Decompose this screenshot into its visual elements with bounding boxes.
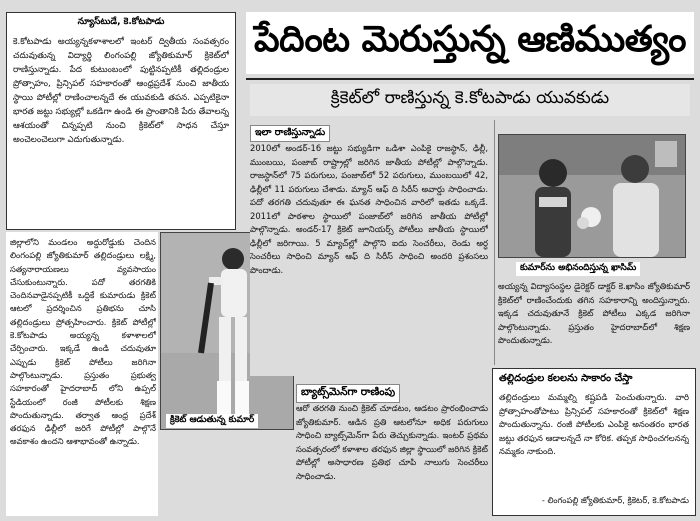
left-column [6, 232, 158, 516]
felicitation-photo [498, 134, 686, 258]
quote-header: తల్లిదండ్రుల కలలను సాకారం చేస్తా [499, 373, 633, 384]
intro-text: కె.కోటపాడు అయ్యన్నకళాశాలలో ఇంటర్ ద్వితీయ సంవత్సరం చదువుతున్న విద్యార్థి లింగంపల్లి జ్యోతికుమార్ క్రికెట్‌లో రాణిస్తున్నాడు. పేద కుటుంబంలో పుట్టినప్పటికీ తల్లిదండ్రుల ప్రోత్సాహం, ప్రిన్సిపల్ సహకారంతో ఆంధ్రప్రదేశ్ నుంచి జాతీయ స్థాయి పోటీల్లో రాణించాలన్నదే ఈ యువకుడి తపన. ఎప్పటికైనా భారత జట్టు సభ్యుల్లో ఒకడిగా ఉండి ఈ ప్రాంతానికి పేరు తేవాలన్న ఆశయంతో చిన్నప్పటి నుంచి క్రికెట్‌లో సాధన చేస్తూ అంచెలంచెలుగా ఎదుగుతున్నాడు. [13, 37, 229, 145]
quote-attribution: - లింగంపల్లి జ్యోతికుమార్, క్రికెటర్, కె.కోటపాడు [541, 495, 689, 505]
main-headline: పేదింట మెరుస్తున్న ఆణిముత్యం [246, 12, 694, 74]
dateline: న్యూస్‌టుడే, కె.కోటపాడు [77, 17, 165, 27]
middle-header-2: బ్యాట్స్‌మెన్‌గా రాణింపు [296, 384, 400, 403]
people-icon [499, 135, 685, 257]
quote-box [492, 368, 696, 516]
middle-column-text: 2010లో అండర్-16 జట్టు సభ్యుడిగా ఒడిశా ఎంపికై రాజస్థాన్, ఢిల్లీ, ముంబయి, పంజాబ్ రాష్ట్రాల్లో జరిగిన జాతీయ పోటీల్లో పాల్గొన్నాడు. రాజస్థాన్‌లో 75 పరుగులు, పంజాబ్‌లో 52 పరుగులు, ముంబయిలో 42, ఢిల్లీలో 11 పరుగులు చేశాడు. మ్యాన్ ఆఫ్ ది సిరీస్ అవార్డు సాధించాడు. పదో తరగతి చదువుతూ ఈ ఘనత సాధించిన వారిలో ఇతడు ఒక్కడే. 2011లో పాఠశాల స్థాయిలో పంజాబ్‌లో జరిగిన జాతీయ పోటీల్లో పాల్గొన్నాడు. అండర్-17 క్రికెట్ జూనియర్స్ పోటీలు జాతీయ స్థాయిలో ఢిల్లీలో జరిగాయి. 5 మ్యాచ్‌ల్లో పాల్గొని ఐదు సెంచరీలు, రెండు అర్ధ సెంచరీలు సాధించి మ్యాన్ ఆఫ్ ది సిరీస్ సాధించి అందరి ప్రశంసలు పొందాడు. [250, 142, 488, 376]
middle-column-text-2: ఆరో తరగతి నుంచి క్రికెట్ చూడటం, ఆడటం ప్రారంభించాడు జ్యోతికుమార్. ఆడిన ప్రతి ఆటలోనూ అధిక పరుగులు సాధించి బ్యాట్స్‌మెన్‌గా పేరు తెచ్చుకున్నాడు. ఇంటర్ ప్రథమ సంవత్సరంలో కళాశాల తరఫున జిల్లా స్థాయిలో జరిగిన క్రికెట్ పోటీల్లో అసాధారణ ప్రతిభ చూపి నాలుగు సెంచరీలు సాధించాడు. [296, 403, 488, 481]
batsman-caption: క్రికెట్ ఆడుతున్న కుమార్ [166, 414, 258, 428]
middle-header: ఇలా రాణిస్తున్నాడు [250, 125, 330, 142]
right-column-text: అయ్యన్న విద్యాసంస్థల డైరెక్టర్ డాక్టర్ కె.ఖాసిం జ్యోతికుమార్ క్రికెట్‌లో రాణించేందుకు తగిన సహకారాన్ని అందిస్తున్నారు. ఇక్కడ చదువుతూనే క్రికెట్ పోటీలు ఎక్కడ జరిగినా పాల్గొంటున్నాడు. ప్రస్తుతం హైదరాబాద్‌లో శిక్షణ పొందుతున్నాడు. [498, 281, 690, 345]
divider [494, 120, 495, 365]
quote-text: తల్లిదండ్రులు మమ్మల్ని కష్టపడి పెంచుతున్నారు. వారి ప్రోత్సాహంతోపాటు ప్రిన్సిపల్ సహకారంతో క్రికెట్‌లో శిక్షణ పొందుతున్నాను. రంజీ పోటీలకు ఎంపికై అనంతరం భారత జట్టు తరఫున ఆడాలన్నదే నా కోరిక. తప్పక సాధించగలనన్న నమ్మకం నాకుంది. [499, 392, 689, 456]
sub-headline: క్రికెట్‌లో రాణిస్తున్న కె.కోటపాడు యువకుడు [250, 84, 690, 116]
left-column-text: జిల్లాలోని మండలం అద్దురోడ్డుకు చెందిన లింగంపల్లి జ్యోతికుమార్ తల్లిదండ్రులు లక్ష్మి, సత్యనారాయణలు వ్యవసాయం చేసుకుంటున్నారు. పదో తరగతికి చెందినవాడైనప్పటికీ ఒద్దికే కుమారుడు క్రికెట్ ఆటలో ప్రదర్శించిన ప్రతిభను చూసి తల్లిదండ్రులు ప్రోత్సహించారు. క్రికెట్ పోటీల్లో కె.కోటపాడు అయ్యన్న కళాశాలలో చేర్పించారు. ఇక్కడే ఉండి చదువుతూ ఎప్పుడు క్రికెట్ పోటీలు జరిగినా పాల్గొంటున్నాడు. ప్రస్తుతం ప్రభుత్వ సహకారంతో హైదరాబాద్ లోని ఉప్పల్ స్టేడియంలో రంజీ పోటీలకు శిక్షణ పొందుతున్నాడు. తర్వాత ఆంధ్ర ప్రదేశ్ తరఫున ఢిల్లీలో జరిగే పోటీల్లో పాల్గొనే అవకాశం ఉందని ఆశాభావంతో ఉన్నాడు. [10, 237, 156, 447]
felicitation-caption: కుమార్‌ను అభినందిస్తున్న ఖాసిమ్ [516, 262, 640, 276]
divider [246, 78, 694, 80]
